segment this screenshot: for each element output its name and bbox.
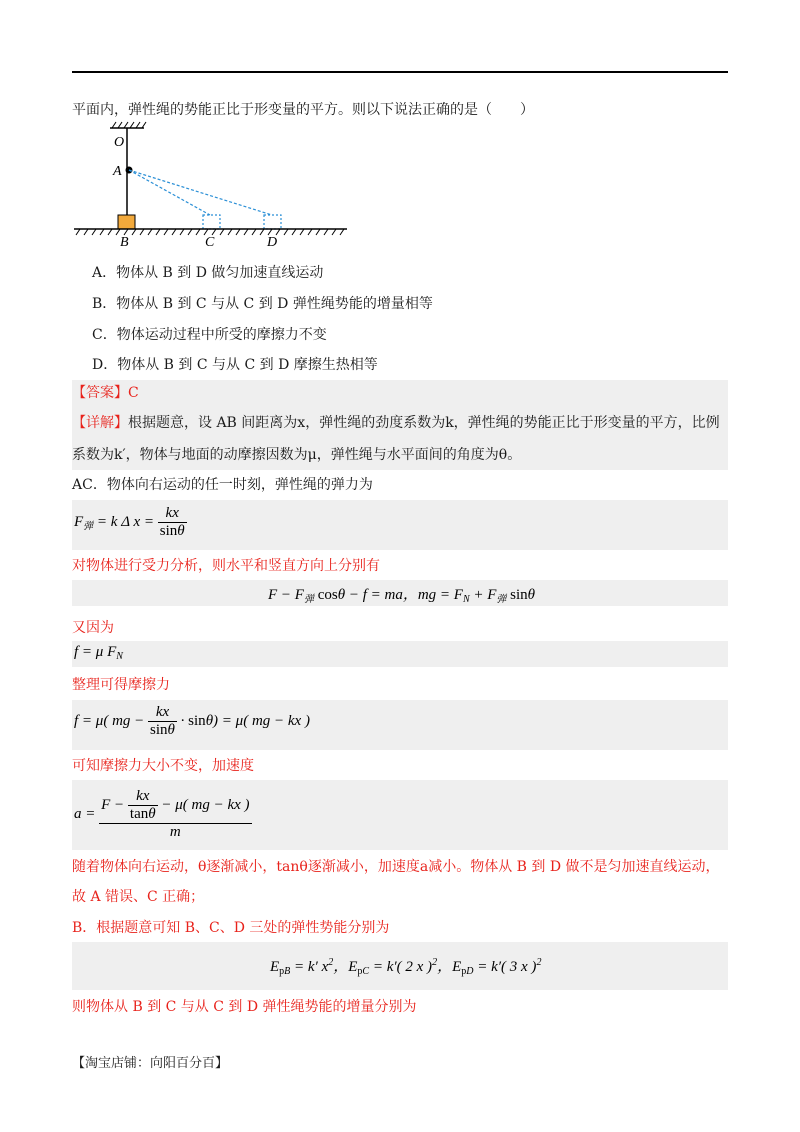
option-d: D．物体从 B 到 C 与从 C 到 D 摩擦生热相等 bbox=[92, 357, 378, 373]
label-A: A bbox=[113, 164, 122, 179]
b-tail-text: 则物体从 B 到 C 与从 C 到 D 弹性绳势能的增量分别为 bbox=[72, 999, 417, 1015]
detail-label: 【详解】 bbox=[72, 415, 128, 431]
option-a: A．物体从 B 到 D 做匀加速直线运动 bbox=[92, 265, 324, 281]
force-analysis-text: 对物体进行受力分析，则水平和竖直方向上分别有 bbox=[72, 558, 380, 574]
formula-friction-result: f = μ( mg − $\frac{kx}{\sin\theta}$ · sinθ) = μ( mg − kx ) bbox=[74, 704, 310, 738]
label-O: O bbox=[114, 135, 125, 150]
label-D: D bbox=[267, 235, 278, 250]
formula-elastic-force: $F_弹 = k$ Δ x = $\frac{kx}{\sin\theta}$ bbox=[74, 505, 185, 539]
kezhi-text: 可知摩擦力大小不变，加速度 bbox=[72, 758, 254, 774]
answer-label: 【答案】 bbox=[72, 385, 128, 401]
formula-acceleration: a = F − $\frac{kx}{\tan\theta}$ − μ( mg − kx ) m bbox=[74, 788, 250, 840]
detail-line-2: 系数为k′，物体与地面的动摩擦因数为μ，弹性绳与水平面间的角度为θ。 bbox=[72, 447, 522, 463]
formula-friction-def: f = μ $F_N$ bbox=[74, 644, 123, 662]
conclusion-line-2: 故 A 错误、C 正确； bbox=[72, 889, 205, 905]
zhengli-text: 整理可得摩擦力 bbox=[72, 677, 170, 693]
option-c: C．物体运动过程中所受的摩擦力不变 bbox=[92, 327, 327, 343]
label-C: C bbox=[205, 235, 215, 250]
conclusion-line-1: 随着物体向右运动，θ逐渐减小，tanθ逐渐减小，加速度a减小。物体从 B 到 D 做不是匀加速直线运动， bbox=[72, 859, 720, 875]
question-stem: 平面内，弹性绳的势能正比于形变量的平方。则以下说法正确的是（ ） bbox=[72, 102, 534, 118]
b-heading: B．根据题意可知 B、C、D 三处的弹性势能分别为 bbox=[72, 920, 390, 936]
ac-heading: AC．物体向右运动的任一时刻，弹性绳的弹力为 bbox=[72, 477, 373, 493]
footer-shop: 【淘宝店铺：向阳百分百】 bbox=[72, 1056, 229, 1071]
formula-bg-3 bbox=[72, 641, 728, 667]
youyin-text: 又因为 bbox=[72, 620, 114, 636]
answer-value: C bbox=[128, 385, 139, 401]
label-B: B bbox=[120, 235, 129, 250]
physics-figure bbox=[72, 120, 362, 250]
detail-text-1: 根据题意，设 AB 间距离为x，弹性绳的劲度系数为k，弹性绳的势能正比于形变量的平方，比例 bbox=[128, 415, 720, 431]
answer-line bbox=[72, 383, 728, 403]
formula-force-balance: $F - F_弹$ cosθ − f = ma，mg = $F_N + F_弹$ sinθ bbox=[268, 587, 536, 605]
detail-line-1 bbox=[72, 413, 728, 433]
option-b: B．物体从 B 到 C 与从 C 到 D 弹性绳势能的增量相等 bbox=[92, 296, 433, 312]
top-rule bbox=[72, 71, 728, 73]
formula-potential-energies: $E_{pB} = k'$ $x^2$，$E_{pC} = k'$( 2 x )$^2$，$E_{pD} = k'$( 3 x )$^2$ bbox=[270, 957, 542, 977]
